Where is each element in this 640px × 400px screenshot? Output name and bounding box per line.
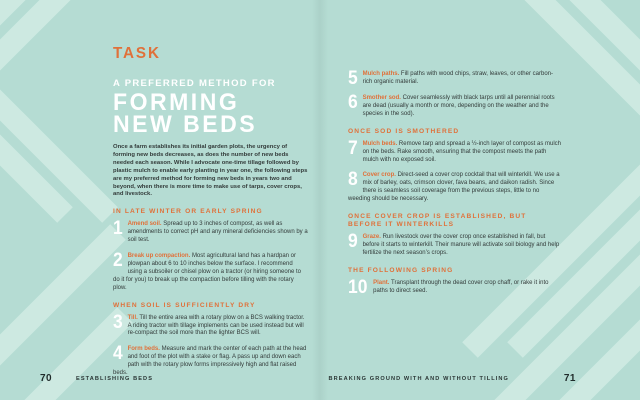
step-lead: Plant.	[373, 279, 390, 286]
step-item	[348, 169, 561, 204]
step-item	[113, 218, 308, 245]
step-lead: Amend soil.	[127, 221, 162, 228]
step-item	[348, 92, 561, 119]
right-page-number: 71	[563, 373, 576, 384]
title-line-1: FORMING	[113, 89, 240, 116]
section-heading: WHEN SOIL IS SUFFICIENTLY DRY	[113, 301, 256, 309]
step-number: 5	[348, 68, 358, 89]
step-number: 3	[113, 311, 123, 333]
step-lead: Till.	[127, 314, 138, 321]
right-running-header: BREAKING GROUND WITH AND WITHOUT TILLING	[328, 376, 509, 382]
step-text: Direct-seed a cover crop cocktail that will winterkill. We use a mix of barley, oats, crimson clover, fava beans, and daikon radish. Since there is seamless soil coverage from the previous steps, little to no weeding should be necessary.	[348, 172, 560, 203]
left-page-number: 70	[40, 373, 53, 384]
page-title	[113, 89, 300, 138]
intro-paragraph: Once a farm establishes its initial garden plots, the urgency of forming new beds decreases, as does the number of new beds needed each season. While I advocate one-time tillage followed by plastic mulch to enable early planting in year one, the following steps are my preferred method for forming new beds in years two and beyond, when there is more time to make use of tarps, cover crops, and livestock.	[113, 144, 308, 198]
step-item	[348, 276, 561, 298]
step-item	[348, 68, 561, 89]
step-text: Spread up to 3 inches of compost, as well as amendments to correct pH and any mineral deficiencies shown by a soil test.	[127, 221, 308, 244]
step-item	[348, 231, 561, 258]
step-item	[113, 343, 308, 378]
section-heading: ONCE SOD IS SMOTHERED	[348, 127, 460, 135]
step-text: Fill paths with wood chips, straw, leaves, or other carbon-rich organic material.	[362, 71, 553, 85]
step-text: Run livestock over the cover crop once established in fall, but before it starts to winterkill. Their manure will activate soil biology and help fertilize the next season’s crops.	[362, 234, 560, 256]
step-number: 10	[348, 276, 368, 298]
step-lead: Smother sod.	[362, 95, 401, 101]
step-text: Remove tarp and spread a ½-inch layer of compost as mulch on the beds. Rake smooth, ensuring that the compost meets the path mulch with no exposed soil.	[362, 140, 562, 163]
step-text: Transplant through the dead cover crop chaff, or rake it into paths to direct seed.	[373, 279, 549, 294]
step-text: Most agricultural land has a hardpan or plowpan about 6 to 10 inches below the surface. I recommend using a subsoiler or chisel plow on a tractor (or hiring someone to do it for you) to break up the compaction before tilling with the rotary plow.	[113, 253, 301, 291]
step-number: 9	[348, 231, 358, 253]
task-kicker: TASK	[113, 45, 161, 62]
section-heading: THE FOLLOWING SPRING	[348, 266, 454, 274]
step-lead: Cover crop.	[362, 172, 396, 179]
step-number: 7	[348, 137, 358, 159]
step-lead: Break up compaction.	[127, 253, 191, 260]
step-item	[113, 311, 308, 339]
step-lead: Graze.	[362, 234, 381, 241]
step-lead: Mulch beds.	[362, 140, 398, 147]
right-page-content	[348, 68, 562, 304]
left-running-header: ESTABLISHING BEDS	[76, 376, 154, 382]
step-text: Cover seamlessly with black tarps until all perennial roots are dead (usually a month or more, depending on the weather and the species in the sod).	[362, 95, 555, 117]
step-number: 6	[348, 92, 358, 113]
step-number: 1	[113, 218, 123, 240]
step-item	[348, 137, 562, 165]
step-item	[113, 250, 308, 293]
step-lead: Form beds.	[127, 346, 160, 353]
section-heading: IN LATE WINTER OR EARLY SPRING	[113, 208, 263, 216]
step-lead: Mulch paths.	[362, 71, 400, 77]
step-number: 2	[113, 250, 123, 272]
step-text: Till the entire area with a rotary plow on a BCS walking tractor. A riding tractor with tillage implements can be used instead but will re-compact the soil more than the lighter BCS will.	[127, 314, 305, 337]
step-number: 4	[113, 343, 123, 365]
section-heading: ONCE COVER CROP IS ESTABLISHED, BUT BEFORE IT WINTERKILLS	[348, 213, 527, 229]
page-gutter	[312, 0, 328, 400]
title-line-2: NEW BEDS	[113, 110, 258, 138]
step-text: Measure and mark the center of each path at the head and foot of the plot with a stake or flag. A pass up and down each path with the rotary plow forms impressively high and flat raised beds.	[113, 346, 307, 377]
title-eyebrow: A PREFERRED METHOD FOR	[113, 78, 276, 89]
left-page-content	[113, 45, 308, 386]
step-number: 8	[348, 169, 358, 191]
